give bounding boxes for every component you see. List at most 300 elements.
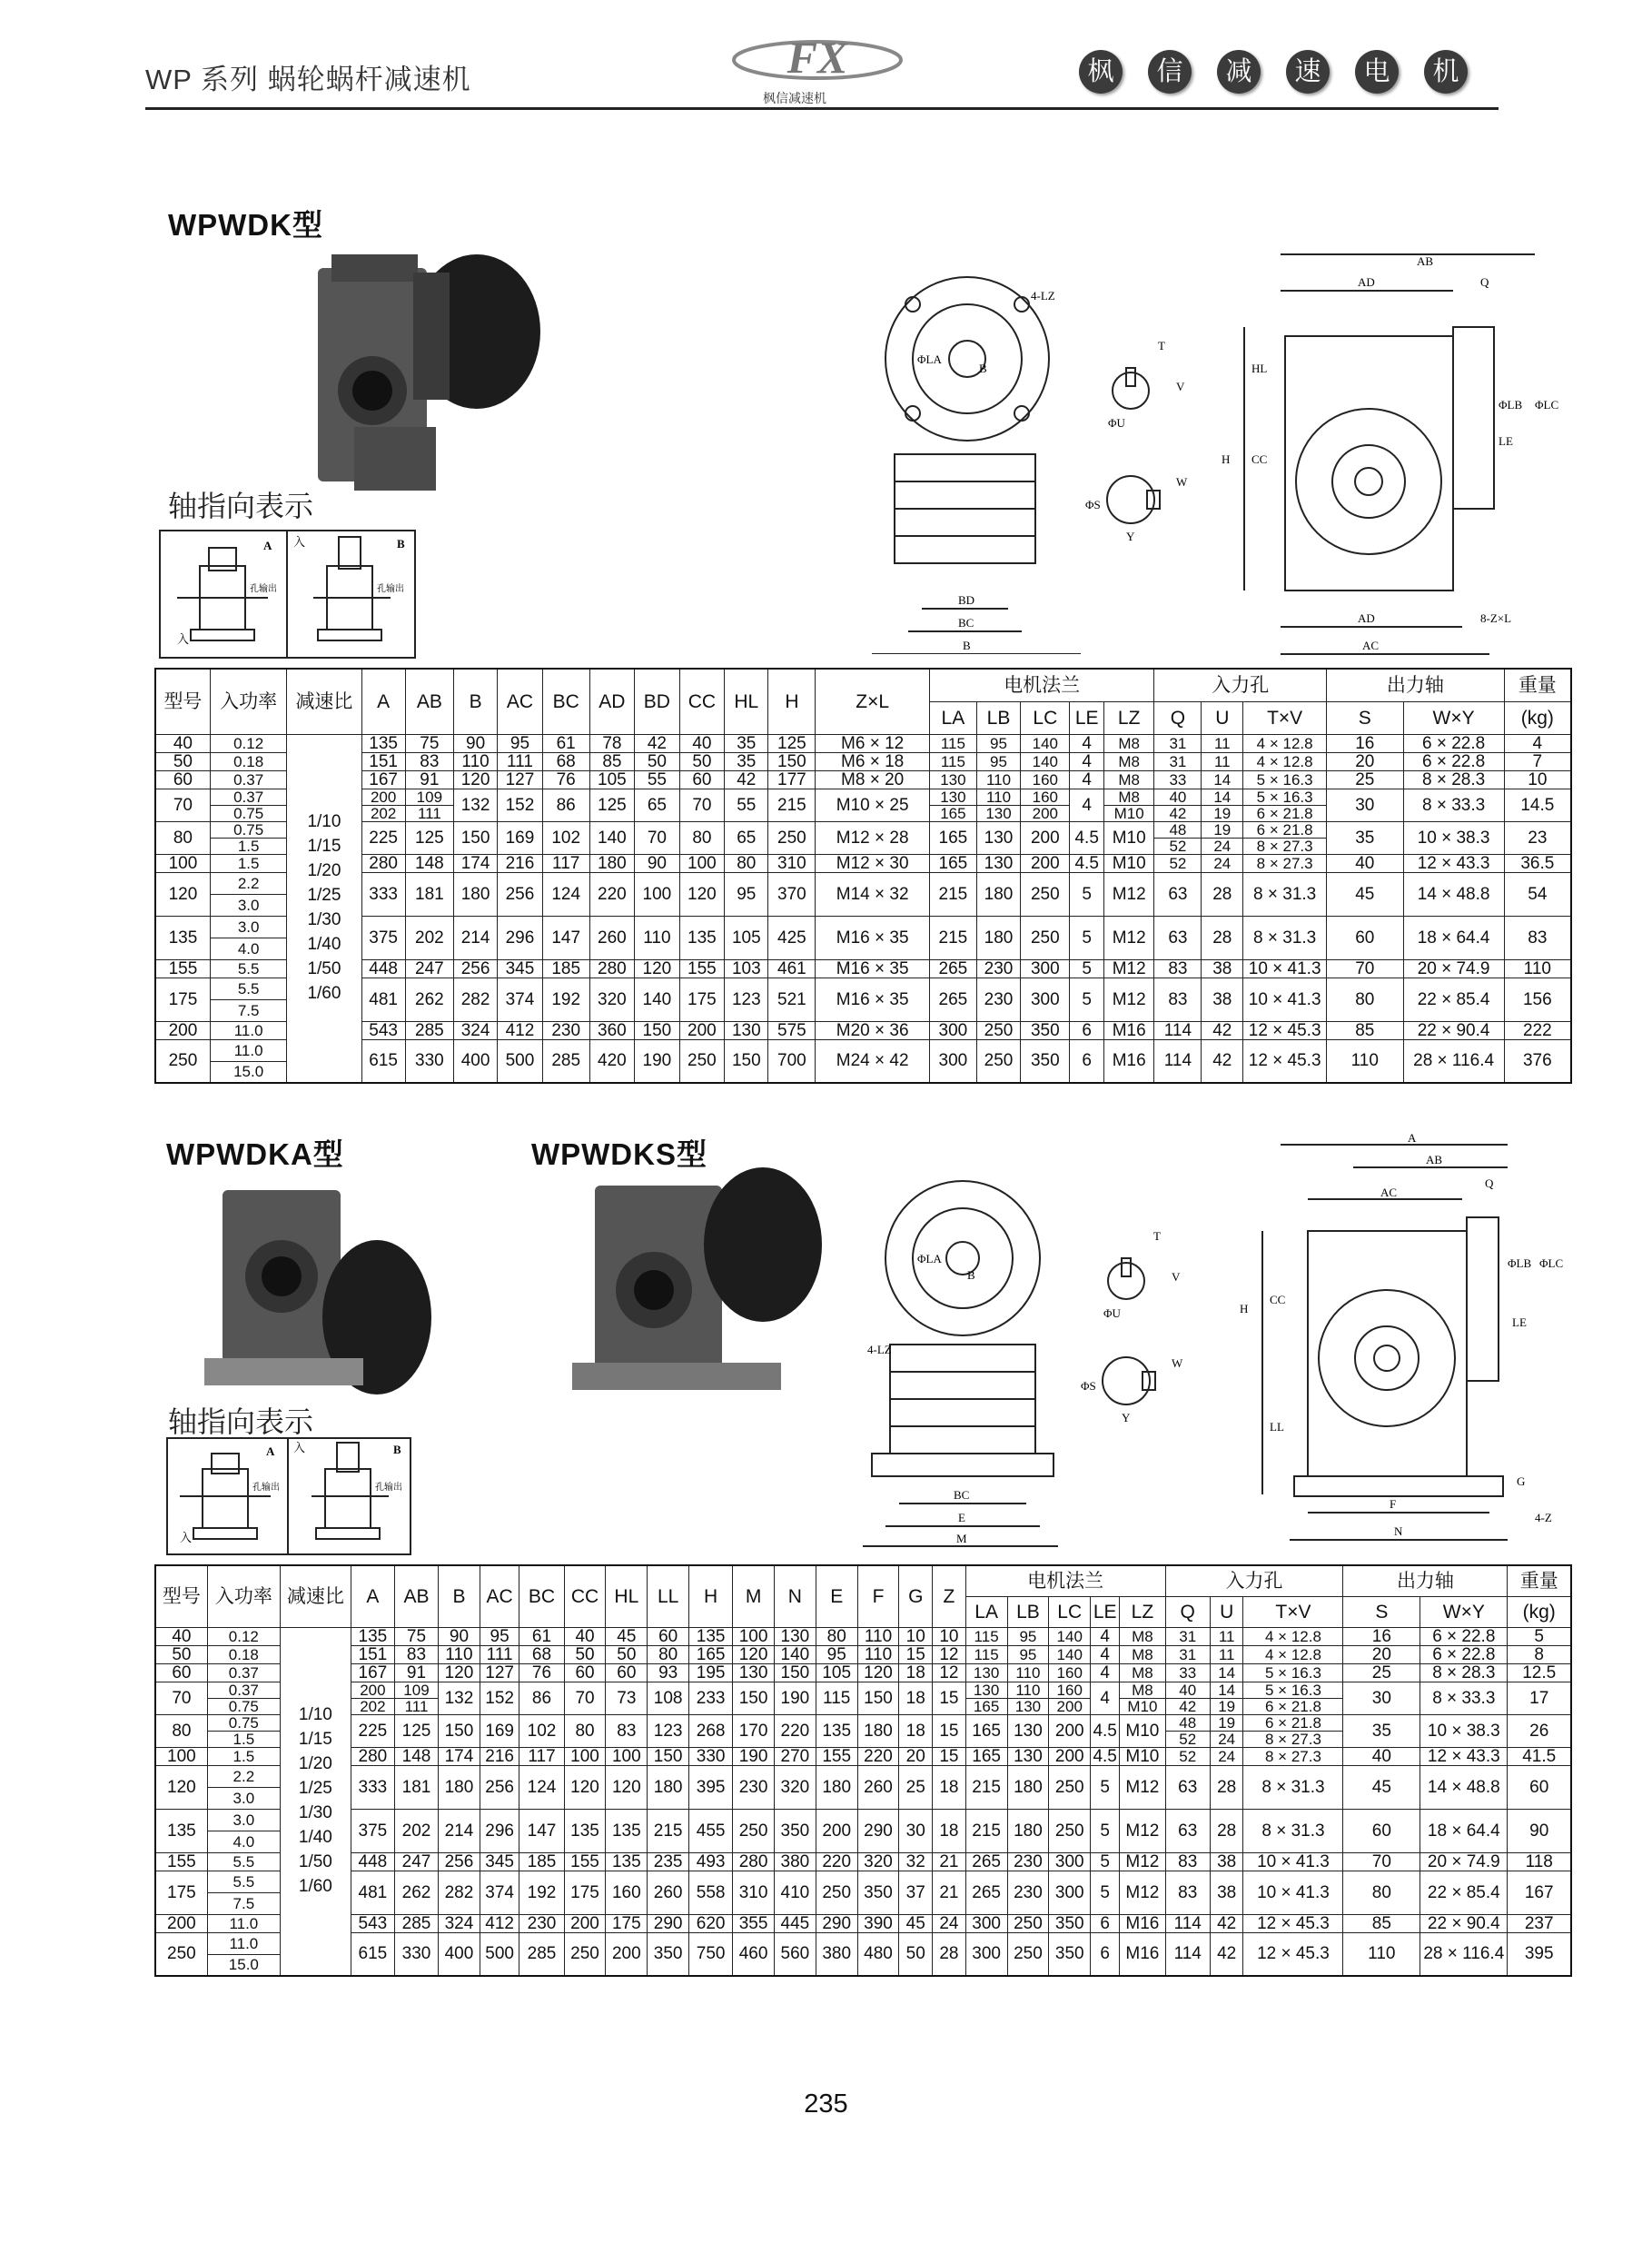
table-cell: 200: [679, 1021, 725, 1039]
table-cell: 148: [394, 1747, 438, 1765]
table-cell: 11: [1202, 752, 1243, 770]
table-cell: 95: [1007, 1645, 1049, 1663]
table-row: [155, 978, 1571, 999]
table-cell: 265: [965, 1871, 1007, 1914]
table-cell: 160: [1049, 1663, 1091, 1682]
table-cell: M10: [1103, 805, 1154, 821]
model-title-wpwdks: WPWDKS型: [531, 1137, 707, 1171]
brand-char: 电: [1355, 50, 1399, 94]
dim-label: ΦLC: [1539, 1256, 1564, 1270]
table-cell: 265: [965, 1852, 1007, 1871]
table-cell: 80: [564, 1714, 606, 1747]
table-cell: 215: [965, 1809, 1007, 1852]
table-cell: M8 × 20: [816, 770, 930, 789]
table-cell: 4.5: [1091, 1747, 1120, 1765]
table-cell: 25: [899, 1765, 933, 1809]
table-cell: 412: [480, 1914, 519, 1932]
table-cell: 256: [480, 1765, 519, 1809]
shaft-label-b: B: [393, 1443, 401, 1456]
table-cell: 115: [965, 1645, 1007, 1663]
table-cell: 200: [1021, 805, 1070, 821]
table-cell: 750: [689, 1932, 733, 1976]
table-cell: 80: [1343, 1871, 1420, 1914]
dim-label: 4-Z: [1535, 1511, 1552, 1524]
table-cell: 4 × 12.8: [1243, 1627, 1343, 1645]
table-cell: 200: [155, 1021, 210, 1039]
table-cell: 265: [929, 959, 976, 978]
table-cell: LC: [1021, 701, 1070, 734]
table-cell: 120: [439, 1663, 480, 1682]
table-cell: 165: [689, 1645, 733, 1663]
dim-label: CC: [1270, 1293, 1286, 1306]
table-cell: LC: [1049, 1596, 1091, 1627]
table-cell: 5: [1091, 1809, 1120, 1852]
table-cell: 入功率: [210, 669, 287, 734]
table-cell: 180: [589, 854, 635, 872]
table-cell: M12: [1103, 978, 1154, 1021]
table-cell: 175: [564, 1871, 606, 1914]
table-cell: 230: [1007, 1852, 1049, 1871]
table-cell: LA: [929, 701, 976, 734]
table-cell: 型号: [155, 1565, 207, 1627]
table-cell: 250: [976, 1039, 1020, 1083]
table-cell: 285: [542, 1039, 589, 1083]
ratio-list: 1/10 1/15 1/20 1/25 1/30 1/40 1/50 1/60: [287, 734, 361, 1083]
table-cell: 250: [155, 1932, 207, 1976]
table-cell: 4: [1070, 789, 1103, 821]
table-cell: 130: [929, 789, 976, 805]
table-cell: 155: [679, 959, 725, 978]
shaft-direction-diagram: [166, 1437, 411, 1555]
table-cell: 150: [733, 1682, 775, 1714]
dim-label: ΦLC: [1535, 398, 1559, 412]
table-cell: 120: [857, 1663, 899, 1682]
table-cell: 155: [564, 1852, 606, 1871]
table-cell: 333: [351, 1765, 394, 1809]
table-cell: 115: [929, 734, 976, 752]
table-cell: 61: [519, 1627, 564, 1645]
table-cell: 4: [1070, 752, 1103, 770]
table-cell: 215: [648, 1809, 689, 1852]
table-cell: 21: [933, 1871, 966, 1914]
table-cell: 30: [1343, 1682, 1420, 1714]
table-cell: 95: [816, 1645, 857, 1663]
table-cell: 33: [1165, 1663, 1210, 1682]
table-cell: 124: [542, 872, 589, 916]
table-cell: 130: [1007, 1747, 1049, 1765]
table-cell: 23: [1504, 821, 1571, 854]
table-cell: 445: [774, 1914, 816, 1932]
dim-label: N: [1394, 1524, 1403, 1538]
table-cell: 18 × 64.4: [1420, 1809, 1508, 1852]
ratio-list: 1/10 1/15 1/20 1/25 1/30 1/40 1/50 1/60: [280, 1627, 351, 1976]
table-cell: 280: [733, 1852, 775, 1871]
table-cell: 78: [589, 734, 635, 752]
table-cell: 130: [733, 1663, 775, 1682]
table-cell: 5: [1070, 916, 1103, 959]
table-cell: 8: [1508, 1645, 1571, 1663]
table-cell: 114: [1165, 1914, 1210, 1932]
table-cell: T×V: [1243, 1596, 1343, 1627]
table-cell: 300: [1049, 1871, 1091, 1914]
table-cell: 237: [1508, 1914, 1571, 1932]
table-cell: 233: [689, 1682, 733, 1714]
dim-label: AC: [1380, 1186, 1398, 1199]
table-cell: 12 × 45.3: [1243, 1932, 1343, 1976]
table-cell: 300: [1049, 1852, 1091, 1871]
table-cell: 375: [351, 1809, 394, 1852]
table-cell: 5 × 16.3: [1243, 1682, 1343, 1698]
table-cell: 55: [725, 789, 768, 821]
table-cell: M10: [1103, 821, 1154, 854]
table-cell: 110: [857, 1627, 899, 1645]
table-cell: 150: [725, 1039, 768, 1083]
table-cell: 28 × 116.4: [1420, 1932, 1508, 1976]
table-cell: 120: [606, 1765, 648, 1809]
shaft-direction-title: 轴指向表示: [168, 1405, 314, 1438]
table-cell: 18: [933, 1809, 966, 1852]
table-cell: 40: [155, 734, 210, 752]
table-cell: 60: [155, 1663, 207, 1682]
table-cell: 10 × 41.3: [1243, 978, 1327, 1021]
table-cell: 350: [857, 1871, 899, 1914]
table-cell: 132: [453, 789, 497, 821]
table-cell: 40: [1154, 789, 1202, 805]
table-cell: M12: [1103, 872, 1154, 916]
table-cell: 615: [361, 1039, 405, 1083]
table-cell: 28: [1202, 916, 1243, 959]
table-cell: 63: [1165, 1809, 1210, 1852]
table-cell: 330: [394, 1932, 438, 1976]
table-cell: 1.5: [207, 1747, 280, 1765]
table-cell: 电机法兰: [965, 1565, 1165, 1596]
table-header-row: [155, 669, 1571, 701]
table-cell: 135: [689, 1627, 733, 1645]
table-cell: 6 × 22.8: [1403, 734, 1504, 752]
table-cell: 重量: [1508, 1565, 1571, 1596]
table-cell: 130: [965, 1682, 1007, 1698]
table-cell: 222: [1504, 1021, 1571, 1039]
table-cell: 117: [519, 1747, 564, 1765]
table-cell: 83: [1165, 1852, 1210, 1871]
table-cell: 330: [689, 1747, 733, 1765]
table-cell: 22 × 85.4: [1420, 1871, 1508, 1914]
table-cell: 250: [1049, 1765, 1091, 1809]
table-cell: 7.5: [207, 1892, 280, 1914]
table-cell: 0.37: [210, 770, 287, 789]
table-cell: 350: [1021, 1021, 1070, 1039]
table-cell: 48: [1165, 1714, 1210, 1731]
table-cell: 6 × 21.8: [1243, 1698, 1343, 1714]
table-cell: 15: [899, 1645, 933, 1663]
table-cell: 60: [564, 1663, 606, 1682]
table-cell: 11.0: [210, 1021, 287, 1039]
table-cell: 120: [453, 770, 497, 789]
table-cell: 42: [1210, 1932, 1243, 1976]
table-cell: 225: [351, 1714, 394, 1747]
table-cell: 410: [774, 1871, 816, 1914]
table-cell: 250: [768, 821, 816, 854]
table-cell: 70: [564, 1682, 606, 1714]
dim-label: Q: [1480, 275, 1489, 289]
table-cell: 61: [542, 734, 589, 752]
table-cell: 180: [816, 1765, 857, 1809]
table-cell: 80: [679, 821, 725, 854]
table-cell: 202: [394, 1809, 438, 1852]
table-cell: 3.0: [207, 1787, 280, 1809]
table-cell: CC: [564, 1565, 606, 1627]
table-cell: 110: [857, 1645, 899, 1663]
table-cell: 481: [351, 1871, 394, 1914]
table-row: [155, 821, 1571, 838]
shaft-label-b: B: [397, 537, 405, 551]
table-cell: 180: [1007, 1809, 1049, 1852]
table-cell: 3.0: [210, 916, 287, 938]
table-cell: 185: [542, 959, 589, 978]
table-cell: 7: [1504, 752, 1571, 770]
table-cell: 90: [453, 734, 497, 752]
table-cell: 268: [689, 1714, 733, 1747]
table-cell: 120: [155, 1765, 207, 1809]
table-cell: M8: [1103, 734, 1154, 752]
table-cell: 24: [1202, 838, 1243, 854]
table-cell: 140: [1021, 752, 1070, 770]
table-cell: 12 × 45.3: [1243, 1039, 1327, 1083]
table-cell: 130: [976, 854, 1020, 872]
table-cell: 400: [453, 1039, 497, 1083]
table-cell: 350: [648, 1932, 689, 1976]
table-cell: 4 × 12.8: [1243, 1645, 1343, 1663]
table-cell: 减速比: [287, 669, 361, 734]
table-cell: 575: [768, 1021, 816, 1039]
dim-label: AB: [1426, 1153, 1443, 1166]
table-cell: B: [439, 1565, 480, 1627]
table-cell: 160: [606, 1871, 648, 1914]
table-cell: 155: [155, 959, 210, 978]
table-cell: 333: [361, 872, 405, 916]
table-cell: 24: [933, 1914, 966, 1932]
table-cell: 1.5: [207, 1731, 280, 1747]
table-cell: 24: [1210, 1731, 1243, 1747]
table-cell: 280: [351, 1747, 394, 1765]
table-cell: 140: [589, 821, 635, 854]
table-cell: 33: [1154, 770, 1202, 789]
table-cell: 110: [1327, 1039, 1404, 1083]
table-cell: 5.5: [210, 959, 287, 978]
table-cell: 110: [1343, 1932, 1420, 1976]
table-cell: LA: [965, 1596, 1007, 1627]
table-cell: 220: [857, 1747, 899, 1765]
table-cell: 220: [774, 1714, 816, 1747]
table-cell: M12: [1103, 916, 1154, 959]
table-cell: 180: [857, 1714, 899, 1747]
table-cell: 215: [768, 789, 816, 821]
table-cell: (kg): [1504, 701, 1571, 734]
table-cell: 28: [1210, 1765, 1243, 1809]
dim-label: F: [1390, 1497, 1397, 1511]
table-cell: 40: [155, 1627, 207, 1645]
table-cell: 310: [733, 1871, 775, 1914]
table-cell: 250: [1007, 1932, 1049, 1976]
table-cell: 4.5: [1070, 854, 1103, 872]
table-cell: W×Y: [1420, 1596, 1508, 1627]
table-cell: 296: [480, 1809, 519, 1852]
table-row: [155, 1765, 1571, 1787]
table-cell: 165: [929, 821, 976, 854]
table-cell: 250: [976, 1021, 1020, 1039]
table-cell: 109: [405, 789, 453, 805]
table-cell: 190: [733, 1747, 775, 1765]
table-cell: 115: [965, 1627, 1007, 1645]
table-row: [155, 734, 1571, 752]
table-row: [155, 770, 1571, 789]
table-cell: 202: [405, 916, 453, 959]
table-cell: 160: [1049, 1682, 1091, 1698]
table-cell: 50: [635, 752, 680, 770]
table-cell: 135: [606, 1809, 648, 1852]
table-cell: 12: [933, 1645, 966, 1663]
table-cell: 200: [351, 1682, 394, 1698]
table-cell: 425: [768, 916, 816, 959]
table-cell: 148: [405, 854, 453, 872]
table-cell: 165: [965, 1698, 1007, 1714]
dim-label: ΦLA: [917, 352, 942, 366]
table-cell: 103: [725, 959, 768, 978]
table-cell: 50: [155, 1645, 207, 1663]
table-cell: 70: [1343, 1852, 1420, 1871]
table-cell: M12: [1120, 1871, 1165, 1914]
table-cell: 300: [1021, 978, 1070, 1021]
table-cell: 40: [679, 734, 725, 752]
table-cell: 174: [439, 1747, 480, 1765]
table-cell: 285: [394, 1914, 438, 1932]
table-cell: 重量: [1504, 669, 1571, 701]
table-cell: BC: [542, 669, 589, 734]
table-cell: LZ: [1103, 701, 1154, 734]
table-cell: 135: [361, 734, 405, 752]
table-cell: 150: [768, 752, 816, 770]
table-cell: 216: [498, 854, 543, 872]
table-cell: 19: [1202, 821, 1243, 838]
shaft-key-detail-wpwdka: [1081, 1226, 1199, 1435]
table-cell: 出力轴: [1343, 1565, 1508, 1596]
table-cell: 190: [774, 1682, 816, 1714]
shaft-label-out: 孔输出: [377, 584, 404, 594]
table-cell: 350: [1049, 1914, 1091, 1932]
table-cell: 200: [1049, 1698, 1091, 1714]
table-cell: 374: [498, 978, 543, 1021]
shaft-label-a: A: [263, 539, 272, 552]
table-cell: 114: [1154, 1039, 1202, 1083]
table-cell: 0.37: [207, 1663, 280, 1682]
table-cell: 11: [1210, 1645, 1243, 1663]
table-cell: 620: [689, 1914, 733, 1932]
table-cell: 230: [542, 1021, 589, 1039]
table-cell: 83: [394, 1645, 438, 1663]
table-cell: 50: [679, 752, 725, 770]
table-cell: 350: [774, 1809, 816, 1852]
table-cell: 5: [1508, 1627, 1571, 1645]
table-cell: 110: [976, 770, 1020, 789]
table-cell: 200: [1049, 1714, 1091, 1747]
table-cell: 7.5: [210, 999, 287, 1021]
table-cell: M16 × 35: [816, 978, 930, 1021]
logo-subtitle: 枫信减速机: [763, 91, 826, 105]
table-cell: 40: [1165, 1682, 1210, 1698]
table-cell: 215: [929, 916, 976, 959]
dim-label: V: [1172, 1270, 1181, 1284]
table-cell: 250: [1021, 916, 1070, 959]
table-cell: 8 × 28.3: [1420, 1663, 1508, 1682]
table-cell: 256: [453, 959, 497, 978]
table-cell: 100: [606, 1747, 648, 1765]
table-cell: 4.0: [210, 938, 287, 959]
table-cell: 11.0: [207, 1932, 280, 1954]
table-cell: 250: [816, 1871, 857, 1914]
table-cell: 165: [965, 1714, 1007, 1747]
table-cell: 75: [394, 1627, 438, 1645]
table-cell: 8 × 33.3: [1403, 789, 1504, 821]
table-cell: 123: [725, 978, 768, 1021]
table-cell: 4: [1091, 1627, 1120, 1645]
table-cell: 247: [394, 1852, 438, 1871]
dim-label: AD: [1358, 611, 1375, 625]
model-title-wpwdka: WPWDKA型: [166, 1137, 344, 1171]
table-cell: E: [816, 1565, 857, 1627]
table-cell: 83: [1154, 959, 1202, 978]
table-cell: 155: [816, 1747, 857, 1765]
table-cell: A: [351, 1565, 394, 1627]
table-cell: F: [857, 1565, 899, 1627]
table-cell: 140: [1049, 1627, 1091, 1645]
table-cell: 180: [453, 872, 497, 916]
table-cell: 28: [1202, 872, 1243, 916]
table-cell: 10 × 38.3: [1420, 1714, 1508, 1747]
table-cell: 6 × 21.8: [1243, 821, 1327, 838]
dim-label: Y: [1126, 530, 1135, 543]
table-cell: 200: [1021, 854, 1070, 872]
table-cell: M8: [1103, 789, 1154, 805]
table-cell: LZ: [1120, 1596, 1165, 1627]
table-cell: 521: [768, 978, 816, 1021]
table-cell: 91: [394, 1663, 438, 1682]
table-cell: 5 × 16.3: [1243, 1663, 1343, 1682]
table-cell: 18: [899, 1682, 933, 1714]
table-cell: 202: [361, 805, 405, 821]
table-cell: 0.75: [210, 821, 287, 838]
table-cell: 80: [648, 1645, 689, 1663]
table-cell: 180: [976, 872, 1020, 916]
table-cell: 4: [1091, 1663, 1120, 1682]
table-cell: M8: [1103, 770, 1154, 789]
table-cell: 125: [394, 1714, 438, 1747]
header-rule: [145, 107, 1499, 110]
table-cell: 102: [542, 821, 589, 854]
table-cell: Z×L: [816, 669, 930, 734]
table-cell: 120: [733, 1645, 775, 1663]
table-cell: M8: [1120, 1682, 1165, 1698]
table-cell: 45: [1327, 872, 1404, 916]
spec-table-wpwdka-wpwdks: [154, 1564, 1572, 1977]
table-cell: 80: [725, 854, 768, 872]
table-cell: 52: [1165, 1731, 1210, 1747]
table-cell: 45: [899, 1914, 933, 1932]
table-cell: 114: [1154, 1021, 1202, 1039]
table-cell: 70: [155, 789, 210, 821]
table-cell: 31: [1165, 1645, 1210, 1663]
table-cell: 4.5: [1091, 1714, 1120, 1747]
table-cell: 11.0: [207, 1914, 280, 1932]
